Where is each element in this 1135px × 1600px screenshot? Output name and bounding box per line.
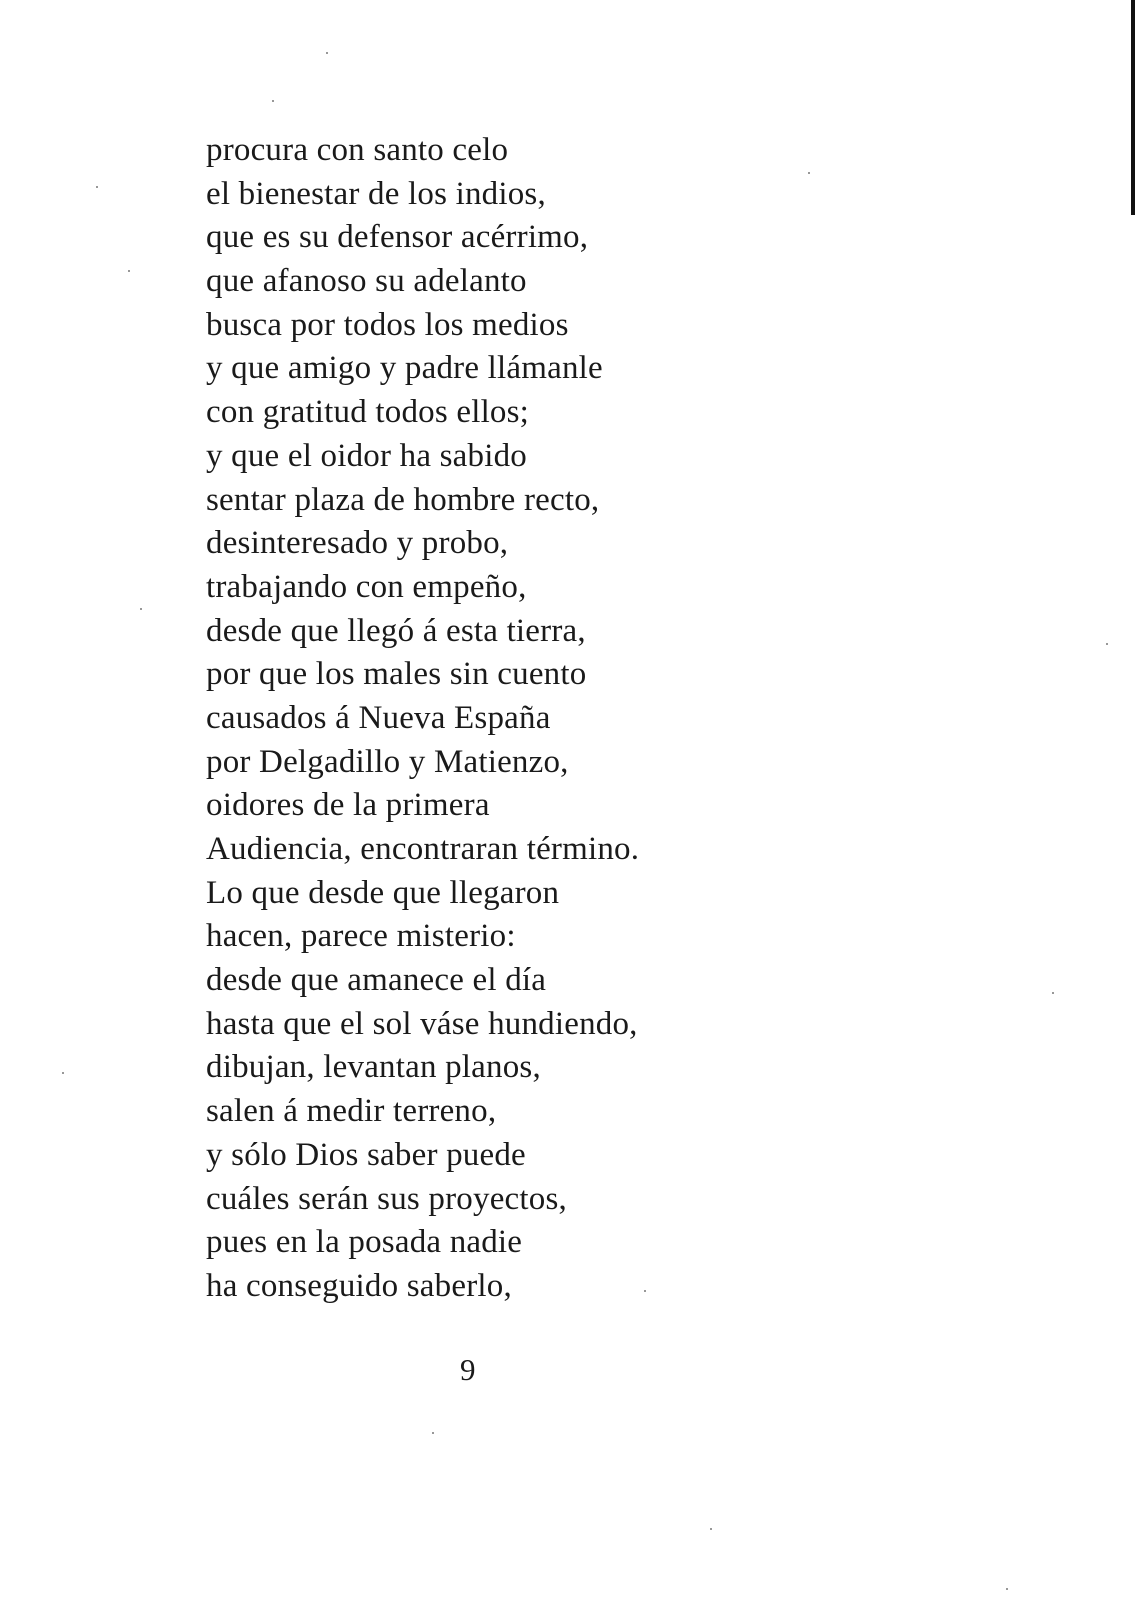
scan-speck — [644, 1290, 646, 1292]
verse-line: dibujan, levantan planos, — [206, 1049, 541, 1086]
verse-line: por Delgadillo y Matienzo, — [206, 743, 569, 780]
scan-speck — [128, 270, 130, 272]
scan-speck — [808, 172, 810, 174]
verse-line: y sólo Dios saber puede — [206, 1136, 526, 1173]
scan-speck — [710, 1528, 712, 1530]
scan-speck — [326, 52, 328, 54]
scan-speck — [1106, 643, 1108, 645]
verse-line: desde que amanece el día — [206, 962, 547, 999]
verse-line: Lo que desde que llegaron — [206, 874, 560, 911]
scan-speck — [432, 1432, 434, 1434]
verse-line: oidores de la primera — [206, 787, 490, 824]
scan-speck — [272, 100, 274, 102]
verse-line: el bienestar de los indios, — [206, 175, 546, 212]
verse-line: que es su defensor acérrimo, — [206, 219, 589, 256]
verse-line: y que el oidor ha sabido — [206, 437, 527, 474]
verse-line: ha conseguido saberlo, — [206, 1267, 512, 1304]
scan-speck — [1006, 1588, 1008, 1590]
verse-line: por que los males sin cuento — [206, 656, 587, 693]
verse-line: hasta que el sol váse hundiendo, — [206, 1005, 638, 1042]
verse-line: con gratitud todos ellos; — [206, 394, 530, 431]
verse-line: que afanoso su adelanto — [206, 263, 527, 300]
verse-line: trabajando con empeño, — [206, 568, 527, 605]
verse-line: sentar plaza de hombre recto, — [206, 481, 600, 518]
verse-line: pues en la posada nadie — [206, 1224, 523, 1261]
page-edge-shadow — [1131, 0, 1135, 215]
verse-line: desinteresado y probo, — [206, 525, 509, 562]
verse-line: busca por todos los medios — [206, 306, 569, 343]
verse-line: cuáles serán sus proyectos, — [206, 1180, 567, 1217]
verse-line: causados á Nueva España — [206, 699, 551, 736]
page-number: 9 — [460, 1352, 476, 1387]
verse-line: salen á medir terreno, — [206, 1093, 497, 1130]
scan-speck — [1052, 992, 1054, 994]
verse-line: y que amigo y padre llámanle — [206, 350, 603, 387]
scan-speck — [140, 608, 142, 610]
scan-speck — [96, 186, 98, 188]
poem-verse — [206, 129, 639, 1309]
verse-line: procura con santo celo — [206, 132, 509, 168]
verse-line: desde que llegó á esta tierra, — [206, 612, 586, 649]
verse-line: hacen, parece misterio: — [206, 918, 516, 955]
scan-speck — [62, 1072, 64, 1074]
verse-line: Audiencia, encontraran término. — [206, 831, 640, 867]
